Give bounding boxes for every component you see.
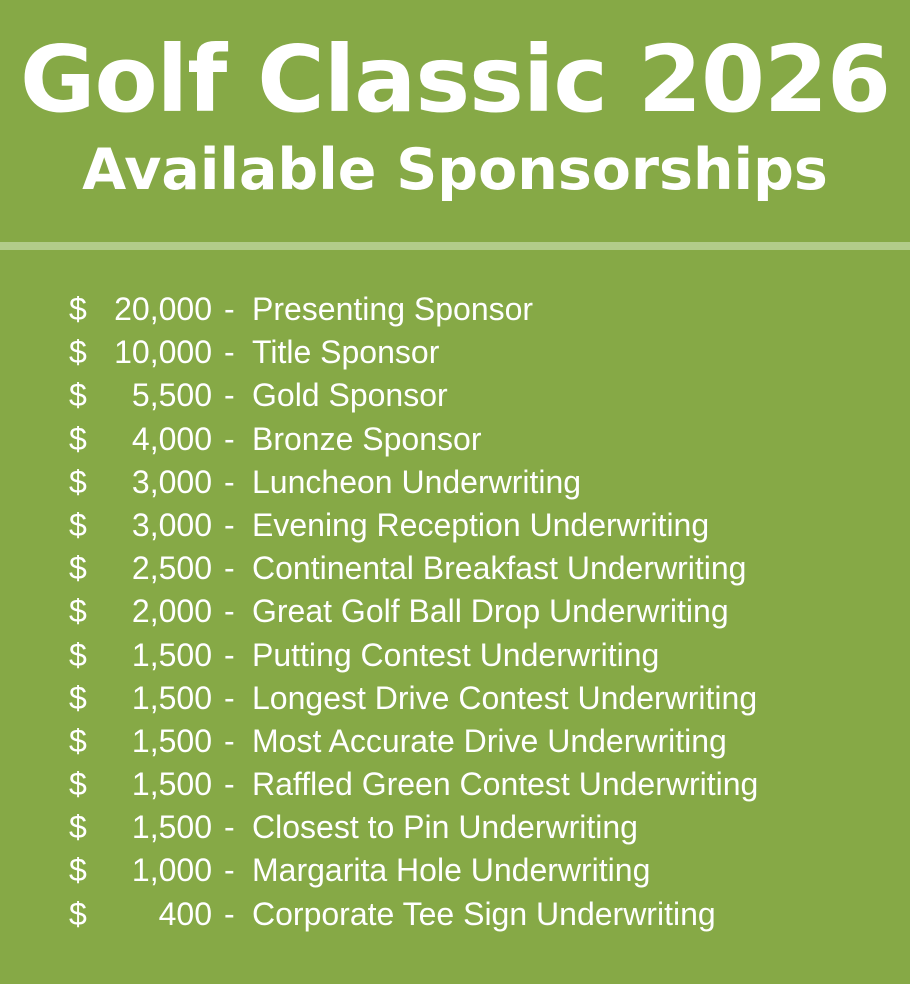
sponsorship-label: Raffled Green Contest Underwriting (252, 766, 759, 803)
sponsorship-label: Bronze Sponsor (252, 420, 482, 457)
currency-symbol: $ (69, 766, 87, 803)
separator: - (224, 420, 235, 457)
currency-symbol: $ (69, 550, 87, 587)
page-title: Golf Classic 2026 (19, 26, 891, 133)
currency-symbol: $ (69, 334, 87, 371)
separator: - (224, 895, 235, 932)
sponsorship-amount: 2,500 (131, 550, 212, 587)
header (0, 0, 910, 242)
sponsorship-row-golf-ball-drop (0, 590, 910, 633)
sponsorship-label: Presenting Sponsor (252, 291, 534, 327)
sponsorship-label: Luncheon Underwriting (252, 463, 582, 500)
sponsorship-amount: 1,500 (131, 809, 212, 846)
currency-symbol: $ (69, 506, 87, 543)
sponsorship-label: Corporate Tee Sign Underwriting (252, 895, 716, 932)
sponsorship-amount: 1,500 (131, 722, 212, 759)
separator: - (224, 506, 235, 543)
sponsorship-row-margarita-hole (0, 849, 910, 892)
sponsorship-amount: 1,500 (131, 636, 212, 673)
sponsorship-row-continental-breakfast (0, 547, 910, 590)
sponsorship-amount: 5,500 (131, 377, 212, 414)
sponsorship-row-longest-drive (0, 677, 910, 720)
sponsorship-row-putting-contest (0, 634, 910, 677)
sponsorship-label: Closest to Pin Underwriting (252, 809, 638, 846)
sponsorship-amount: 1,500 (131, 766, 212, 803)
separator: - (224, 550, 235, 587)
currency-symbol: $ (69, 291, 87, 327)
separator: - (224, 809, 235, 846)
sponsorship-label: Great Golf Ball Drop Underwriting (252, 593, 729, 630)
sponsorship-row-corporate-tee-sign (0, 893, 910, 936)
currency-symbol: $ (69, 636, 87, 673)
sponsorship-amount: 4,000 (131, 420, 212, 457)
sponsorship-amount: 20,000 (114, 291, 212, 327)
sponsorship-row-closest-to-pin (0, 806, 910, 849)
sponsorship-amount: 1,500 (131, 679, 212, 716)
header-divider (0, 242, 910, 250)
page-subtitle: Available Sponsorships (82, 137, 828, 203)
currency-symbol: $ (69, 377, 87, 414)
separator: - (224, 593, 235, 630)
separator: - (224, 334, 235, 371)
sponsorship-amount: 3,000 (131, 463, 212, 500)
separator: - (224, 463, 235, 500)
sponsorship-amount: 10,000 (114, 334, 212, 371)
sponsorship-label: Margarita Hole Underwriting (252, 852, 651, 889)
sponsorship-label: Putting Contest Underwriting (252, 636, 660, 673)
sponsorship-list (0, 288, 910, 936)
sponsorship-row-bronze (0, 418, 910, 461)
currency-symbol: $ (69, 722, 87, 759)
sponsorship-label: Most Accurate Drive Underwriting (252, 722, 727, 759)
separator: - (224, 377, 235, 414)
sponsorship-row-gold (0, 374, 910, 417)
separator: - (224, 766, 235, 803)
currency-symbol: $ (69, 420, 87, 457)
currency-symbol: $ (69, 679, 87, 716)
separator: - (224, 852, 235, 889)
sponsorship-amount: 1,000 (131, 852, 212, 889)
sponsorship-row-luncheon (0, 461, 910, 504)
sponsorship-label: Evening Reception Underwriting (252, 506, 710, 543)
sponsorship-row-raffled-green (0, 763, 910, 806)
sponsorship-amount: 3,000 (131, 506, 212, 543)
sponsorship-row-presenting (0, 288, 910, 331)
sponsorship-row-evening-reception (0, 504, 910, 547)
separator: - (224, 679, 235, 716)
currency-symbol: $ (69, 895, 87, 932)
sponsorship-row-title (0, 331, 910, 374)
separator: - (224, 722, 235, 759)
currency-symbol: $ (69, 463, 87, 500)
sponsorship-label: Continental Breakfast Underwriting (252, 550, 747, 587)
sponsorship-row-most-accurate-drive (0, 720, 910, 763)
sponsorship-label: Gold Sponsor (252, 377, 448, 414)
sponsorship-label: Title Sponsor (252, 334, 440, 371)
sponsorship-label: Longest Drive Contest Underwriting (252, 679, 758, 716)
sponsorship-amount: 400 (158, 895, 212, 932)
separator: - (224, 636, 235, 673)
sponsorship-amount: 2,000 (131, 593, 212, 630)
currency-symbol: $ (69, 809, 87, 846)
separator: - (224, 291, 235, 327)
currency-symbol: $ (69, 852, 87, 889)
currency-symbol: $ (69, 593, 87, 630)
